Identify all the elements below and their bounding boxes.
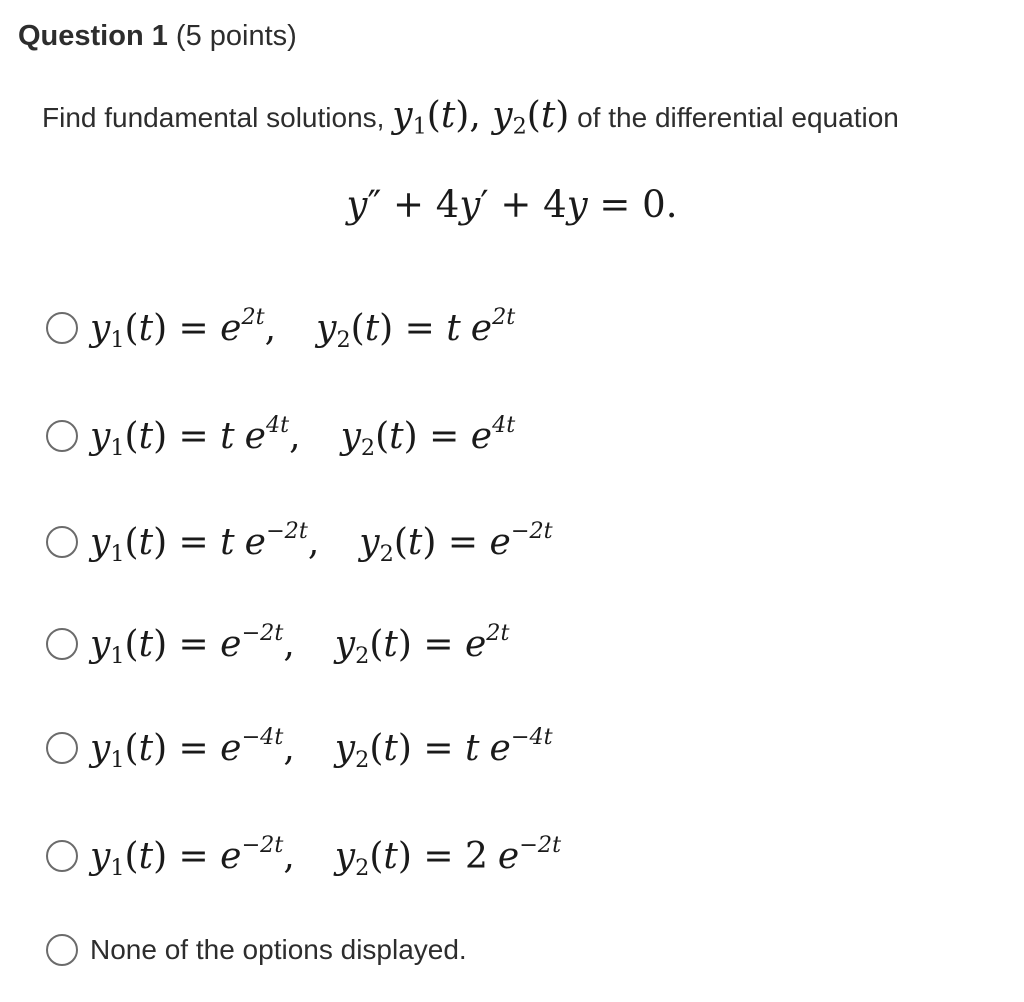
radio-button[interactable]	[46, 934, 78, 966]
question-prompt	[42, 94, 899, 149]
answer-option-3[interactable]	[46, 512, 553, 572]
option-math: $y1(t) = e^{-2t}$, $y2(t) = e^{2t}$	[90, 619, 510, 669]
answer-option-1[interactable]	[46, 298, 515, 358]
answer-option-none[interactable]	[46, 920, 467, 980]
prompt-text-after: of the differential equation	[569, 102, 899, 133]
question-header	[18, 18, 297, 54]
answer-option-5[interactable]	[46, 718, 553, 778]
question-points: (5 points)	[175, 20, 297, 52]
answer-option-2[interactable]	[46, 406, 515, 466]
option-label: None of the options displayed.	[90, 934, 467, 965]
option-math: $y1(t) = e^{2t}$, y2(t) = t $e^{2t}$	[90, 303, 516, 353]
answer-option-6[interactable]	[46, 826, 561, 886]
question-title: Question 1	[18, 20, 168, 52]
prompt-text-before: Find fundamental solutions,	[42, 102, 393, 133]
radio-button[interactable]	[46, 840, 78, 872]
radio-button[interactable]	[46, 312, 78, 344]
prompt-math-functions: y1(t), y2(t)	[392, 95, 570, 140]
radio-button[interactable]	[46, 628, 78, 660]
differential-equation: y″ + 4y′ + 4y = 0.	[346, 183, 678, 226]
answer-option-4[interactable]	[46, 614, 509, 674]
option-math: $y1(t) = e^{-2t}$, y2(t) = 2 $e^{-2t}$	[90, 831, 562, 881]
option-math: y1(t) = t $e^{4t}$, $y2(t) = e^{4t}$	[90, 411, 516, 461]
option-math: $y1(t) = e^{-4t}$, y2(t) = t $e^{-4t}$	[90, 723, 553, 773]
radio-button[interactable]	[46, 732, 78, 764]
option-math: y1(t) = t $e^{-2t}$, $y2(t) = e^{-2t}$	[90, 517, 553, 567]
radio-button[interactable]	[46, 420, 78, 452]
radio-button[interactable]	[46, 526, 78, 558]
